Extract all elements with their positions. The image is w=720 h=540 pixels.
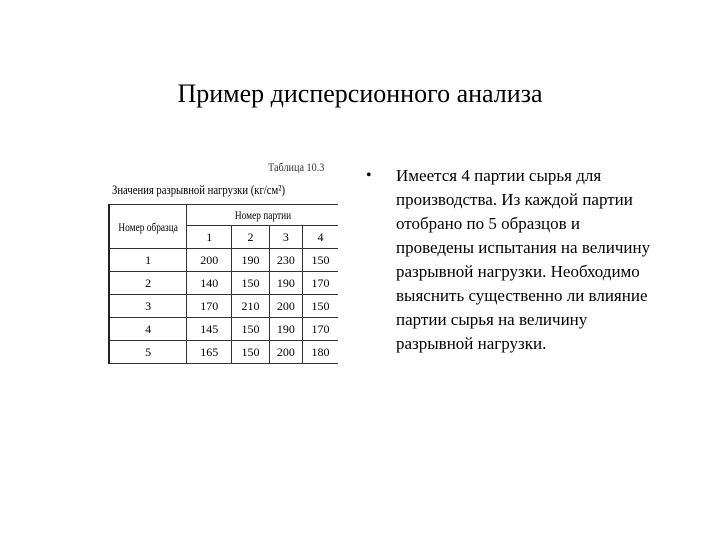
bullet-list bbox=[366, 164, 656, 356]
col-group-header-cell: Номер партии bbox=[187, 205, 338, 226]
table-row bbox=[109, 341, 338, 364]
table-cell: 145 bbox=[187, 318, 232, 341]
table-cell: 200 bbox=[187, 249, 232, 272]
table-row bbox=[109, 249, 338, 272]
column-header: 4 bbox=[303, 226, 338, 249]
table-cell: 150 bbox=[303, 295, 338, 318]
table-cell: 210 bbox=[232, 295, 269, 318]
sample-number: 5 bbox=[109, 341, 187, 364]
table-cell: 230 bbox=[269, 249, 302, 272]
table-cell: 170 bbox=[187, 295, 232, 318]
table-cell: 200 bbox=[269, 295, 302, 318]
table-figure bbox=[106, 160, 338, 376]
bullet-icon: • bbox=[366, 167, 372, 184]
table-cell: 165 bbox=[187, 341, 232, 364]
bullet-text: Имеется 4 партии сырья для производства. Из каждой партии отобрано по 5 образцов и проведены испытания на величину разрывной нагрузки. Необходимо выяснить существенно ли влияние партии сырья на величину разрывной нагрузки. bbox=[396, 166, 651, 353]
table-row bbox=[109, 318, 338, 341]
table-cell: 190 bbox=[232, 249, 269, 272]
sample-number: 1 bbox=[109, 249, 187, 272]
column-header: 2 bbox=[232, 226, 269, 249]
table-cell: 200 bbox=[269, 341, 302, 364]
data-table bbox=[108, 204, 338, 364]
sample-number: 2 bbox=[109, 272, 187, 295]
sample-number: 3 bbox=[109, 295, 187, 318]
slide-title: Пример дисперсионного анализа bbox=[177, 79, 543, 108]
table-row bbox=[109, 295, 338, 318]
table-cell: 170 bbox=[303, 318, 338, 341]
sample-number: 4 bbox=[109, 318, 187, 341]
table-cell: 190 bbox=[269, 318, 302, 341]
column-header: 3 bbox=[269, 226, 302, 249]
table-cell: 140 bbox=[187, 272, 232, 295]
table-cell: 190 bbox=[269, 272, 302, 295]
table-cell: 150 bbox=[232, 341, 269, 364]
table-cell: 180 bbox=[303, 341, 338, 364]
bullet-item bbox=[366, 164, 656, 356]
table-caption: Значения разрывной нагрузки (кг/см²) bbox=[112, 182, 286, 197]
table-cell: 150 bbox=[232, 318, 269, 341]
table-row bbox=[109, 272, 338, 295]
row-header-cell: Номер образца bbox=[109, 205, 187, 249]
table-cell: 150 bbox=[232, 272, 269, 295]
table-cell: 170 bbox=[303, 272, 338, 295]
table-cell: 150 bbox=[303, 249, 338, 272]
table-number: Таблица 10.3 bbox=[268, 160, 325, 174]
column-header: 1 bbox=[187, 226, 232, 249]
